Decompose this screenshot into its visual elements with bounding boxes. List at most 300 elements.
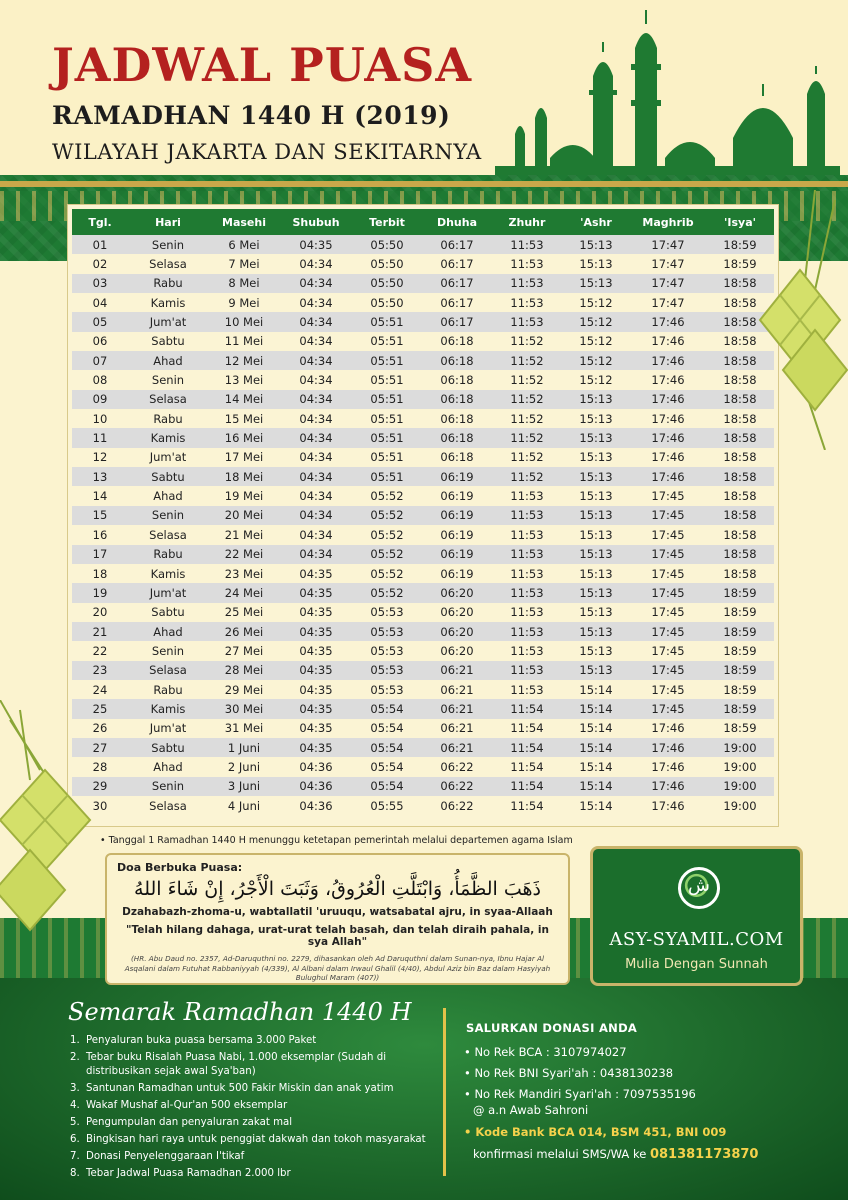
table-cell: Kamis (150, 701, 186, 716)
table-cell: 17:46 (651, 450, 685, 465)
table-cell: Ahad (153, 353, 183, 368)
table-cell: 23 Mei (224, 566, 264, 581)
table-cell: 15:14 (579, 682, 613, 697)
table-cell: 06:19 (440, 508, 474, 523)
table-cell: 15:13 (579, 527, 613, 542)
table-cell: 05:53 (370, 605, 404, 620)
table-cell: 17:47 (651, 237, 685, 252)
table-cell: 17:46 (651, 759, 685, 774)
table-row (72, 738, 774, 757)
table-cell: Jum'at (149, 315, 187, 330)
table-cell: 06:19 (440, 527, 474, 542)
table-cell: 11:52 (510, 450, 544, 465)
table-cell: 8 Mei (228, 276, 260, 291)
list-item (70, 1082, 440, 1096)
table-cell: 11:52 (510, 334, 544, 349)
table-cell: 18:58 (723, 276, 757, 291)
table-cell: 11:53 (510, 585, 544, 600)
table-cell: 15:13 (579, 450, 613, 465)
table-cell: 15:14 (579, 721, 613, 736)
table-row (72, 486, 774, 505)
table-cell: 06:22 (440, 759, 474, 774)
table-cell: 04:34 (299, 469, 333, 484)
table-cell: 05:52 (370, 527, 404, 542)
table-cell: 05:54 (370, 721, 404, 736)
table-cell: 06:20 (440, 605, 474, 620)
table-cell: 04:35 (299, 605, 333, 620)
table-cell: 04:34 (299, 276, 333, 291)
table-cell: 05:52 (370, 585, 404, 600)
table-cell: 28 Mei (224, 663, 264, 678)
table-cell: 18:58 (723, 469, 757, 484)
table-cell: 15:13 (579, 276, 613, 291)
logo-emblem-icon (678, 867, 720, 909)
table-cell: 30 Mei (224, 701, 264, 716)
table-row (72, 622, 774, 641)
table-cell: 04:34 (299, 334, 333, 349)
table-cell: 20 (92, 605, 108, 620)
table-cell: 11:53 (510, 508, 544, 523)
table-cell: 19:00 (723, 759, 757, 774)
table-cell: 05 (92, 315, 108, 330)
table-cell: 11:53 (510, 295, 544, 310)
table-cell: 05:50 (370, 257, 404, 272)
table-cell: 04:34 (299, 315, 333, 330)
table-cell: 15:12 (579, 334, 613, 349)
table-cell: 04:35 (299, 663, 333, 678)
table-cell: 18:59 (723, 701, 757, 716)
table-cell: 19:00 (723, 779, 757, 794)
table-cell: 15:13 (579, 643, 613, 658)
column-header: Terbit (369, 215, 405, 229)
table-cell: Selasa (149, 798, 187, 813)
table-cell: 17:45 (651, 489, 685, 504)
table-cell: 18:58 (723, 527, 757, 542)
table-row (72, 796, 774, 815)
table-cell: 17:45 (651, 701, 685, 716)
list-item-text: Pengumpulan dan penyaluran zakat mal (86, 1117, 293, 1128)
table-cell: 17:45 (651, 682, 685, 697)
list-item-number: 1. (70, 1035, 80, 1046)
logo-box (590, 846, 803, 986)
table-row (72, 370, 774, 389)
table-cell: 18:59 (723, 682, 757, 697)
donation-list (464, 1045, 834, 1162)
logo-mark-text: ش (688, 875, 710, 896)
table-cell: 30 (92, 798, 108, 813)
table-cell: 05:50 (370, 237, 404, 252)
table-cell: 05:50 (370, 276, 404, 291)
table-row (72, 467, 774, 486)
confirm-label: konfirmasi melalui SMS/WA ke (473, 1147, 647, 1161)
table-cell: 18:59 (723, 585, 757, 600)
table-cell: 18:59 (723, 624, 757, 639)
table-cell: 21 Mei (224, 527, 264, 542)
table-cell: 04:35 (299, 682, 333, 697)
table-cell: 06:21 (440, 682, 474, 697)
table-cell: 05:51 (370, 469, 404, 484)
table-cell: 06:19 (440, 469, 474, 484)
account-holder: @ a.n Awab Sahroni (473, 1103, 589, 1117)
doa-title: Doa Berbuka Puasa: (117, 861, 243, 874)
table-cell: 11:53 (510, 663, 544, 678)
table-cell: 18:58 (723, 373, 757, 388)
table-cell: 05:51 (370, 334, 404, 349)
table-cell: 04:35 (299, 237, 333, 252)
table-cell: 24 Mei (224, 585, 264, 600)
table-cell: 17:47 (651, 257, 685, 272)
table-cell: 05:51 (370, 373, 404, 388)
table-cell: 06:22 (440, 798, 474, 813)
table-body (72, 235, 774, 815)
confirm-line (464, 1147, 834, 1162)
table-cell: 26 (92, 721, 108, 736)
table-cell: 11:52 (510, 411, 544, 426)
table-cell: 18:58 (723, 450, 757, 465)
table-cell: 11:54 (510, 759, 544, 774)
table-cell: 17:46 (651, 411, 685, 426)
list-item-number: 5. (70, 1117, 80, 1128)
table-cell: 06:17 (440, 237, 474, 252)
table-cell: 15:13 (579, 257, 613, 272)
table-cell: Rabu (153, 411, 183, 426)
table-cell: 05:51 (370, 353, 404, 368)
table-cell: Kamis (150, 295, 186, 310)
table-cell: 11:52 (510, 469, 544, 484)
table-cell: 15:12 (579, 295, 613, 310)
table-cell: 18:59 (723, 643, 757, 658)
table-cell: Senin (151, 373, 185, 388)
table-cell: 15:12 (579, 315, 613, 330)
table-cell: 17:47 (651, 276, 685, 291)
list-item-text: Tebar buku Risalah Puasa Nabi, 1.000 eksemplar (Sudah di distribusikan sejak awal Sya'ban) (86, 1052, 387, 1077)
page-title: JADWAL PUASA (52, 38, 473, 92)
table-cell: 17:45 (651, 605, 685, 620)
table-cell: 04:34 (299, 257, 333, 272)
table-cell: 05:53 (370, 624, 404, 639)
table-row (72, 564, 774, 583)
table-cell: 26 Mei (224, 624, 264, 639)
table-row (72, 641, 774, 660)
table-cell: 18:58 (723, 431, 757, 446)
table-cell: Selasa (149, 257, 187, 272)
table-cell: 11:53 (510, 489, 544, 504)
table-cell: 05:53 (370, 682, 404, 697)
table-cell: 15:14 (579, 798, 613, 813)
table-cell: 23 (92, 663, 108, 678)
table-cell: 22 Mei (224, 547, 264, 562)
list-item-text: Donasi Penyelenggaraan I'tikaf (86, 1151, 245, 1162)
table-cell: 7 Mei (228, 257, 260, 272)
table-cell: 17:46 (651, 392, 685, 407)
list-item-text: Bingkisan hari raya untuk penggiat dakwah dan tokoh masyarakat (86, 1134, 426, 1145)
table-cell: 05:51 (370, 431, 404, 446)
table-cell: 15 Mei (224, 411, 264, 426)
table-cell: Ahad (153, 624, 183, 639)
table-cell: 04:34 (299, 450, 333, 465)
list-item (70, 1133, 440, 1147)
table-row (72, 583, 774, 602)
table-cell: 17 Mei (224, 450, 264, 465)
table-cell: 16 Mei (224, 431, 264, 446)
table-cell: Sabtu (151, 605, 185, 620)
table-cell: 15:14 (579, 701, 613, 716)
table-cell: Ahad (153, 489, 183, 504)
table-cell: 15:13 (579, 605, 613, 620)
table-cell: 05:54 (370, 740, 404, 755)
table-cell: 04:36 (299, 759, 333, 774)
table-cell: 11:52 (510, 373, 544, 388)
table-cell: 11:54 (510, 740, 544, 755)
table-cell: 11:52 (510, 392, 544, 407)
table-cell: 11:53 (510, 682, 544, 697)
table-cell: 11:53 (510, 315, 544, 330)
table-cell: 11:53 (510, 527, 544, 542)
table-cell: 15:13 (579, 547, 613, 562)
list-item (70, 1150, 440, 1164)
footnote-text: Tanggal 1 Ramadhan 1440 H menunggu ketetapan pemerintah melalui departemen agama Islam (108, 835, 573, 846)
table-cell: 27 (92, 740, 108, 755)
table-cell: 04:34 (299, 411, 333, 426)
table-cell: 06:21 (440, 740, 474, 755)
table-cell: 18:58 (723, 392, 757, 407)
table-cell: 07 (92, 353, 108, 368)
table-cell: 06:18 (440, 353, 474, 368)
table-header-row (72, 209, 774, 235)
table-cell: 05:52 (370, 547, 404, 562)
table-cell: 19 (92, 585, 108, 600)
region-label: WILAYAH JAKARTA DAN SEKITARNYA (52, 140, 482, 164)
table-cell: 11:53 (510, 605, 544, 620)
table-cell: Senin (151, 237, 185, 252)
table-cell: 13 (92, 469, 108, 484)
donation-title: SALURKAN DONASI ANDA (466, 1021, 638, 1035)
table-cell: 09 (92, 392, 108, 407)
logo-name: ASY-SYAMIL.COM (609, 929, 784, 950)
table-cell: 15:13 (579, 392, 613, 407)
table-row (72, 409, 774, 428)
table-cell: 19 Mei (224, 489, 264, 504)
table-cell: 17:45 (651, 585, 685, 600)
table-cell: Sabtu (151, 469, 185, 484)
bank-codes: • Kode Bank BCA 014, BSM 451, BNI 009 (464, 1125, 727, 1139)
table-cell: 06:18 (440, 431, 474, 446)
list-item-text: Tebar Jadwal Puasa Ramadhan 2.000 lbr (86, 1168, 291, 1179)
table-cell: 11:53 (510, 257, 544, 272)
schedule-table (72, 209, 774, 815)
account-bca: • No Rek BCA : 3107974027 (464, 1045, 627, 1059)
table-cell: 17:45 (651, 547, 685, 562)
table-cell: 04:35 (299, 643, 333, 658)
column-header: Hari (155, 215, 181, 229)
doa-latin: Dzahabazh-zhoma-u, wabtallatil 'uruuqu, watsabatal ajru, in syaa-Allaah (122, 906, 553, 918)
table-cell: 06:21 (440, 701, 474, 716)
table-cell: 06:18 (440, 392, 474, 407)
table-cell: 06:18 (440, 411, 474, 426)
table-cell: 04:34 (299, 353, 333, 368)
table-row (72, 525, 774, 544)
program-list (70, 1034, 440, 1184)
table-row (72, 428, 774, 447)
table-row (72, 680, 774, 699)
table-cell: 15:13 (579, 624, 613, 639)
table-cell: 18:59 (723, 237, 757, 252)
ketupat-left-icon (0, 700, 100, 950)
list-item-number: 4. (70, 1100, 80, 1111)
table-row (72, 293, 774, 312)
table-cell: 28 (92, 759, 108, 774)
table-row (72, 332, 774, 351)
table-cell: Rabu (153, 276, 183, 291)
table-cell: 04:35 (299, 624, 333, 639)
table-cell: 17:45 (651, 663, 685, 678)
table-cell: 05:51 (370, 450, 404, 465)
table-row (72, 506, 774, 525)
list-item-text: Santunan Ramadhan untuk 500 Fakir Miskin dan anak yatim (86, 1083, 394, 1094)
table-row (72, 603, 774, 622)
table-cell: 17:45 (651, 566, 685, 581)
table-cell: 17:46 (651, 798, 685, 813)
table-cell: 18 (92, 566, 108, 581)
table-cell: 18:59 (723, 663, 757, 678)
column-header: Shubuh (292, 215, 340, 229)
table-cell: 21 (92, 624, 108, 639)
table-cell: 17:45 (651, 508, 685, 523)
table-cell: 15 (92, 508, 108, 523)
column-header: Maghrib (642, 215, 694, 229)
table-cell: 17:46 (651, 740, 685, 755)
mosque-silhouette-icon (495, 8, 840, 176)
table-cell: 06:18 (440, 334, 474, 349)
gold-trim (0, 181, 848, 187)
table-cell: 20 Mei (224, 508, 264, 523)
table-cell: 25 Mei (224, 605, 264, 620)
table-cell: 15:14 (579, 779, 613, 794)
table-cell: 02 (92, 257, 108, 272)
table-cell: 11:54 (510, 721, 544, 736)
list-item-text: Penyaluran buka puasa bersama 3.000 Paket (86, 1035, 317, 1046)
table-row (72, 545, 774, 564)
table-cell: 11:54 (510, 798, 544, 813)
table-cell: 11:53 (510, 566, 544, 581)
table-cell: 04:34 (299, 489, 333, 504)
table-cell: 05:52 (370, 508, 404, 523)
table-cell: 05:55 (370, 798, 404, 813)
table-cell: 15:13 (579, 237, 613, 252)
table-cell: 04:35 (299, 585, 333, 600)
table-cell: 17:46 (651, 373, 685, 388)
table-cell: 06:20 (440, 643, 474, 658)
table-cell: 04:34 (299, 431, 333, 446)
table-cell: 17:45 (651, 527, 685, 542)
table-cell: 12 (92, 450, 108, 465)
table-cell: 11:53 (510, 276, 544, 291)
list-item (70, 1099, 440, 1113)
column-header: Masehi (222, 215, 266, 229)
table-cell: 06:18 (440, 450, 474, 465)
table-cell: 29 (92, 779, 108, 794)
table-cell: Senin (151, 643, 185, 658)
table-cell: Jum'at (149, 585, 187, 600)
table-cell: 05:54 (370, 701, 404, 716)
doa-arabic: ذَهَبَ الظَّمَأُ، وَابْتَلَّتِ الْعُرُوقُ، وَثَبَتَ الْأَجْرُ، إِنْ شَاءَ اللهُ (134, 878, 541, 900)
table-cell: 4 Juni (227, 798, 261, 813)
table-cell: 04:36 (299, 779, 333, 794)
table-cell: 15:13 (579, 431, 613, 446)
table-cell: Rabu (153, 682, 183, 697)
table-cell: 17:46 (651, 779, 685, 794)
table-cell: 17:47 (651, 295, 685, 310)
table-cell: 10 (92, 411, 108, 426)
list-item (70, 1167, 440, 1181)
table-row (72, 757, 774, 776)
table-cell: 06:22 (440, 779, 474, 794)
table-cell: Senin (151, 508, 185, 523)
doa-box (105, 853, 570, 985)
table-cell: 05:51 (370, 411, 404, 426)
doa-reference: (HR. Abu Daud no. 2357, Ad-Daruquthni no. 2279, dihasankan oleh Ad Daruquthni dalam Sunan-nya, Ibnu Hajar Al Asqalani dalam Futuhat Rabbaniyyah (4/339), Al Albani dalam Irwaul Ghalil (4/40), Abdul Aziz bin Baz dalam Hasyiyah Bulughul Maram (407)) (124, 954, 551, 983)
list-item (70, 1116, 440, 1130)
table-cell: Jum'at (149, 450, 187, 465)
page-subtitle: RAMADHAN 1440 H (2019) (52, 101, 451, 130)
table-cell: 11 (92, 431, 108, 446)
table-cell: 18:58 (723, 315, 757, 330)
table-cell: 15:12 (579, 353, 613, 368)
table-cell: Sabtu (151, 334, 185, 349)
table-row (72, 312, 774, 331)
table-cell: 05:53 (370, 643, 404, 658)
list-item-text: Wakaf Mushaf al-Qur'an 500 eksemplar (86, 1100, 288, 1111)
table-cell: 11:53 (510, 547, 544, 562)
table-cell: Sabtu (151, 740, 185, 755)
table-cell: 18:58 (723, 295, 757, 310)
table-cell: 04:36 (299, 798, 333, 813)
table-cell: 18:58 (723, 411, 757, 426)
table-row (72, 390, 774, 409)
column-header: Dhuha (436, 215, 478, 229)
table-row (72, 235, 774, 254)
table-cell: 10 Mei (224, 315, 264, 330)
table-cell: 18:58 (723, 566, 757, 581)
table-cell: 15:12 (579, 373, 613, 388)
table-cell: 11:54 (510, 779, 544, 794)
table-cell: 11:53 (510, 624, 544, 639)
table-cell: 11:52 (510, 431, 544, 446)
table-cell: 08 (92, 373, 108, 388)
table-cell: 11:54 (510, 701, 544, 716)
table-cell: 15:13 (579, 508, 613, 523)
table-cell: 15:13 (579, 411, 613, 426)
list-item-number: 2. (70, 1052, 80, 1063)
table-cell: Senin (151, 779, 185, 794)
table-cell: 15:13 (579, 585, 613, 600)
table-cell: 05:51 (370, 315, 404, 330)
column-header: 'Ashr (580, 215, 612, 229)
table-row (72, 448, 774, 467)
list-item-number: 3. (70, 1083, 80, 1094)
table-cell: 17:46 (651, 721, 685, 736)
table-cell: 04:35 (299, 701, 333, 716)
table-cell: 18 Mei (224, 469, 264, 484)
table-cell: 06:19 (440, 489, 474, 504)
table-cell: 11:53 (510, 237, 544, 252)
table-cell: 05:54 (370, 759, 404, 774)
table-cell: 06:17 (440, 315, 474, 330)
table-cell: 17:45 (651, 624, 685, 639)
table-cell: 05:51 (370, 392, 404, 407)
account-bni: • No Rek BNI Syari'ah : 0438130238 (464, 1066, 674, 1080)
table-cell: 29 Mei (224, 682, 264, 697)
